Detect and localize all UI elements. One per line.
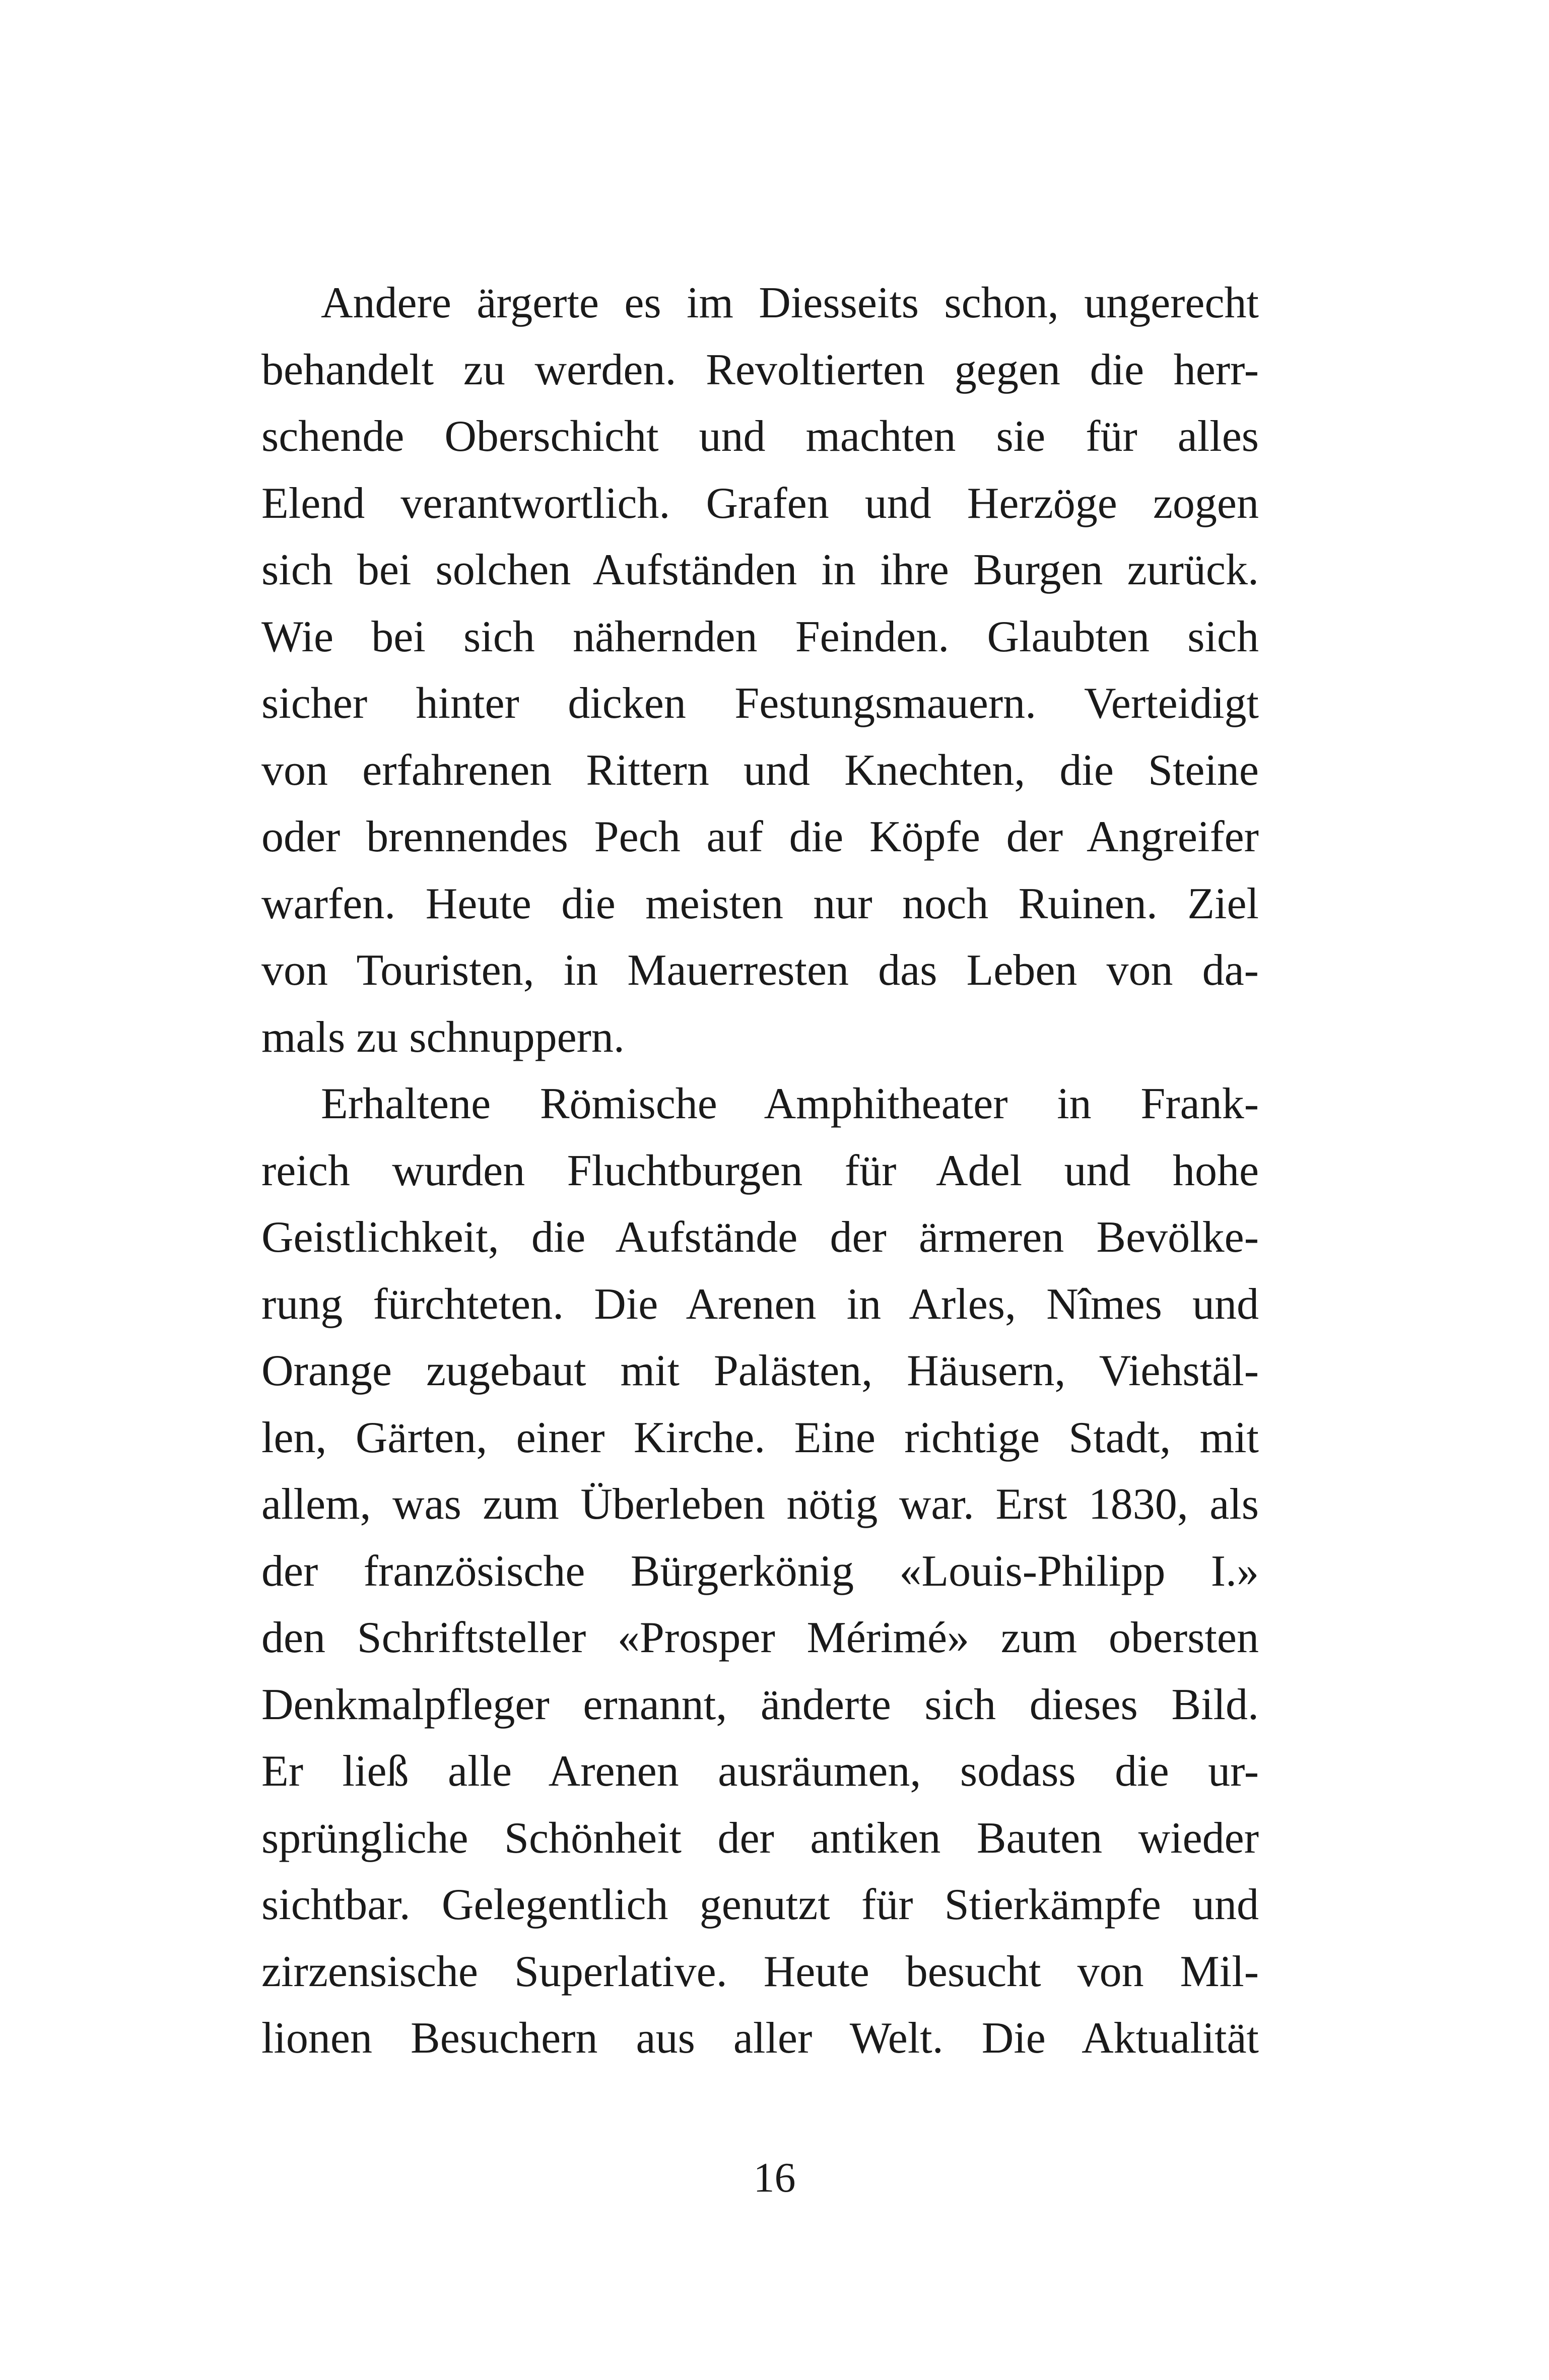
text-line: mals zu schnuppern.: [261, 1012, 625, 1062]
text-line: der französische Bürgerkönig «Louis-Philipp I.»: [261, 1546, 1259, 1596]
text-line: von erfahrenen Rittern und Knechten, die Steine: [261, 745, 1259, 795]
text-line: reich wurden Fluchtburgen für Adel und hohe: [261, 1146, 1259, 1195]
text-line: len, Gärten, einer Kirche. Eine richtige Stadt, mit: [261, 1413, 1259, 1462]
text-line: Andere ärgerte es im Diesseits schon, ungerecht: [321, 279, 1259, 327]
text-line: sich bei solchen Aufständen in ihre Burgen zurück.: [261, 546, 1259, 594]
text-line: warfen. Heute die meisten nur noch Ruinen. Ziel: [261, 879, 1259, 928]
text-line: Er ließ alle Arenen ausräumen, sodass die ur-: [261, 1747, 1259, 1796]
text-line: oder brennendes Pech auf die Köpfe der Angreifer: [261, 812, 1259, 861]
text-line: sprüngliche Schönheit der antiken Bauten wieder: [261, 1813, 1259, 1863]
text-line: sicher hinter dicken Festungsmauern. Verteidigt: [261, 679, 1259, 728]
text-line: Elend verantwortlich. Grafen und Herzöge zogen: [261, 479, 1259, 528]
text-line: schende Oberschicht und machten sie für alles: [261, 412, 1259, 461]
paragraph-2: [261, 1071, 1259, 2072]
text-line: behandelt zu werden. Revoltierten gegen die herr-: [261, 345, 1259, 394]
text-line: rung fürchteten. Die Arenen in Arles, Nîmes und: [261, 1279, 1259, 1329]
text-line: den Schriftsteller «Prosper Mérimé» zum obersten: [261, 1613, 1259, 1662]
page-number: 16: [753, 2154, 796, 2201]
text-line: allem, was zum Überleben nötig war. Erst 1830, als: [261, 1480, 1259, 1529]
text-line: Geistlichkeit, die Aufstände der ärmeren Bevölke-: [261, 1213, 1259, 1262]
text-line: zirzensische Superlative. Heute besucht von Mil-: [261, 1947, 1259, 1996]
text-line: Erhaltene Römische Amphitheater in Frank-: [321, 1079, 1259, 1128]
body-text: [261, 270, 1259, 2072]
text-line: Orange zugebaut mit Palästen, Häusern, Viehstäl-: [261, 1346, 1259, 1395]
text-line: Denkmalpfleger ernannt, änderte sich dieses Bild.: [261, 1680, 1259, 1729]
text-line: von Touristen, in Mauerresten das Leben von da-: [261, 946, 1259, 995]
paragraph-1: [261, 270, 1259, 1071]
text-line: sichtbar. Gelegentlich genutzt für Stierkämpfe und: [261, 1880, 1259, 1929]
text-line: Wie bei sich nähernden Feinden. Glaubten sich: [261, 612, 1259, 661]
text-line: lionen Besuchern aus aller Welt. Die Aktualität: [261, 2014, 1259, 2063]
